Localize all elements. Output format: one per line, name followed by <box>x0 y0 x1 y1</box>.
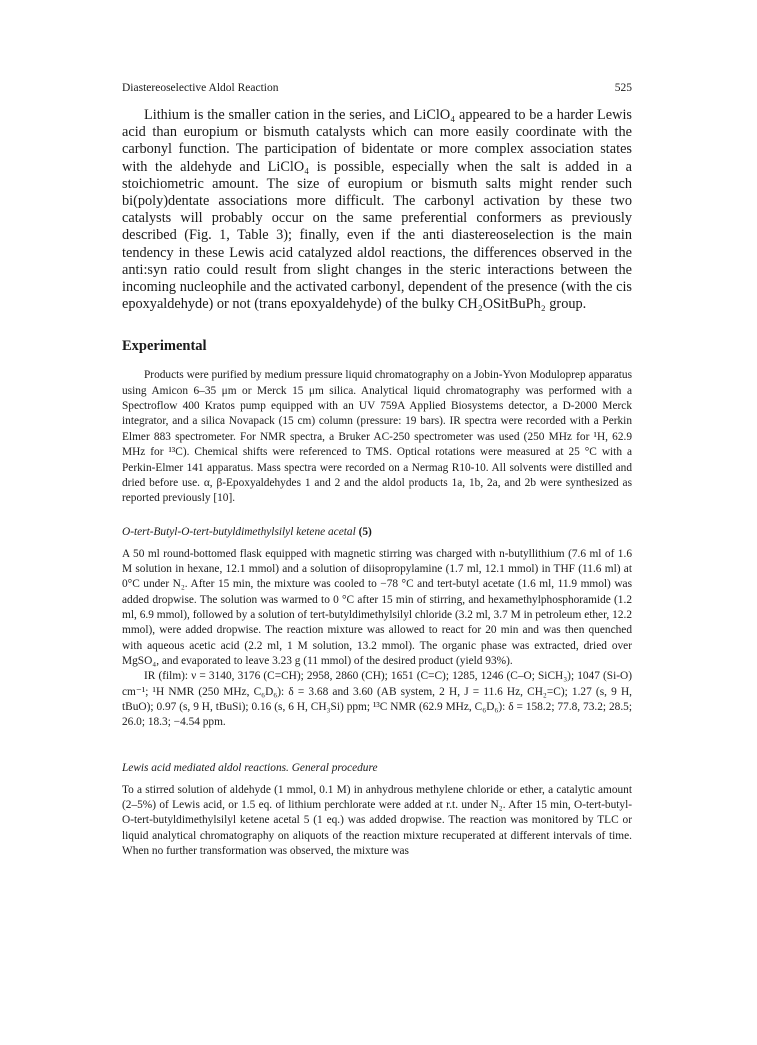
ketene-acetal-procedure: A 50 ml round-bottomed flask equipped with magnetic stirring was charged with n-butyllithium (7.6 ml of 1.6 M solution in hexane, 12.1 mmol) and a solution of diisopropylamine (1.7 ml, 12.1 mmol) in THF (11.6 ml) at 0°C under N₂. After 15 min, the mixture was cooled to −78 °C and tert-butyl acetate (1.6 ml, 11.9 mmol) was added dropwise. The solution was warmed to 0 °C after 15 min of stirring, and hexamethylphosphoramide (1.2 ml, 6.9 mmol), followed by a solution of tert-butyldimethylsilyl chloride (3.2 ml, 3.7 M in petroleum ether, 12.2 mmol), were added dropwise. The reaction mixture was allowed to react for 20 min and was then quenched with aqueous acetic acid (2.2 ml, 1 M solution, 13.2 mmol). The organic phase was extracted, dried over MgSO₄, and evaporated to leave 3.23 g (11 mmol) of the desired product (yield 93%). <box>122 547 632 667</box>
general-procedure-paragraph: To a stirred solution of aldehyde (1 mmol, 0.1 M) in anhydrous methylene chloride or ether, a catalytic amount (2–5%) of Lewis acid, or 1.5 eq. of lithium perchlorate were added at r.t. under N₂. After 15 min, O-tert-butyl-O-tert-butyldimethylsilyl ketene acetal 5 (1 eq.) was added dropwise. The reaction was monitored by TLC or liquid analytical chromatography on aliquots of the reaction mixture recuperated at different intervals of time. When no further transformation was observed, the mixture was <box>122 783 632 858</box>
discussion-paragraph: Lithium is the smaller cation in the series, and LiClO₄ appeared to be a harder Lewis acid than europium or bismuth catalysts which can more easily coordinate with the carbonyl function. The participation of bidentate or more complex association states with the aldehyde and LiClO₄ is possible, especially when the salt is added in a stoichiometric amount. The size of europium or bismuth salts might render such bi(poly)dentate associations more difficult. The carbonyl activation by these two catalysts will probably occur on the same preferential conformers as previously described (Fig. 1, Table 3); finally, even if the anti diastereoselection is the main tendency in these Lewis acid catalyzed aldol reactions, the differences observed in the anti:syn ratio could result from slight changes in the steric interactions between the incoming nucleophile and the activated carbonyl, dependent of the presence (with the cis epoxyaldehyde) or not (trans epoxyaldehyde) of the bulky CH₂OSitBuPh₂ group. <box>122 107 632 313</box>
page-number: 525 <box>614 82 632 94</box>
ketene-acetal-heading <box>122 526 632 538</box>
section-title-experimental: Experimental <box>122 338 207 355</box>
page <box>122 82 632 859</box>
discussion-section <box>122 107 632 313</box>
experimental-paragraph: Products were purified by medium pressure liquid chromatography on a Jobin-Yvon Moduloprep apparatus using Amicon 6–35 μm or Merck 15 μm silica. Analytical liquid chromatography was performed with a Spectroflow 400 Kratos pump equipped with an UV 759A Applied Biosystems detector, a D-2000 Merck integrator, and a silica Novapack (15 cm) column (pressure: 19 bars). IR spectra were recorded with a Perkin Elmer 883 spectrometer. For NMR spectra, a Bruker AC-250 spectrometer was used (250 MHz for ¹H, 62.9 MHz for ¹³C). Chemical shifts were referenced to TMS. Optical rotations were measured at 25 °C with a Perkin-Elmer 141 apparatus. Mass spectra were recorded on a Nermag R10-10. All solvents were distilled and dried before use. α, β-Epoxyaldehydes 1 and 2 and the aldol products 1a, 1b, 2a, and 2b were synthesized as reported previously [10]. <box>122 369 632 505</box>
running-header <box>122 82 632 94</box>
ketene-acetal-heading-text: O-tert-Butyl-O-tert-butyldimethylsilyl ketene acetal <box>122 525 356 538</box>
ketene-acetal-spectra: IR (film): ν = 3140, 3176 (C=CH); 2958, 2860 (CH); 1651 (C=C); 1285, 1246 (C–O; SiCH₃); 1047 (Si-O) cm⁻¹; ¹H NMR (250 MHz, C₆D₆): δ = 3.68 and 3.60 (AB system, 2 H, J = 11.6 Hz, CH₂=C); 1.27 (s, 9 H, tBuO); 0.97 (s, 9 H, tBuSi); 0.16 (s, 6 H, CH₃Si) ppm; ¹³C NMR (62.9 MHz, C₆D₆): δ = 158.2; 77.8, 73.2; 28.5; 26.0; 18.3; −4.54 ppm. <box>122 670 632 729</box>
running-title: Diastereoselective Aldol Reaction <box>122 82 279 94</box>
experimental-section <box>122 368 632 859</box>
ketene-acetal-compound-number: (5) <box>358 525 372 538</box>
general-procedure-heading: Lewis acid mediated aldol reactions. General procedure <box>122 761 378 774</box>
